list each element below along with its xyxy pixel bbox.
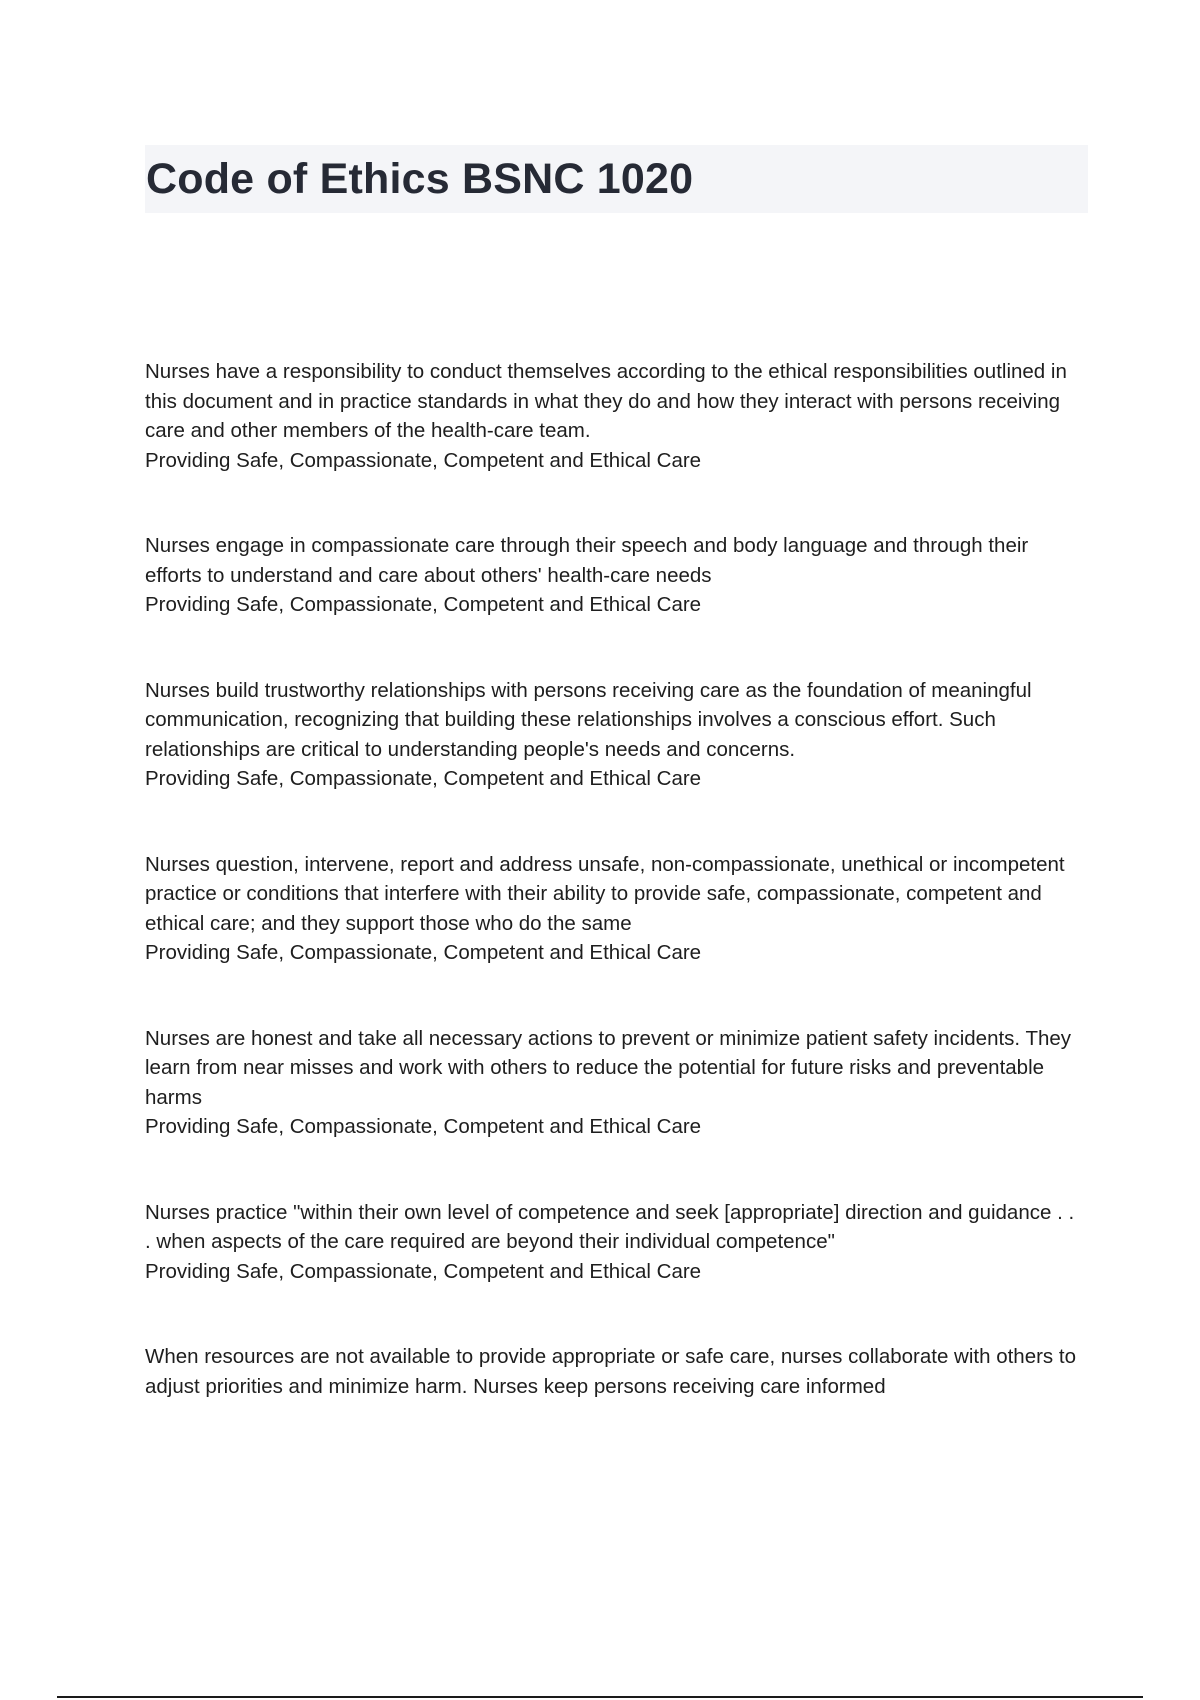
entry-text: Nurses practice "within their own level of competence and seek [appropriate] direction and guidance . . . when aspects of the care required are beyond their individual competence" (145, 1200, 1075, 1253)
entry (145, 1024, 1085, 1142)
entry-text: Nurses question, intervene, report and address unsafe, non-compassionate, unethical or incompetent practice or conditions that interfere with their ability to provide safe, compassionate, competent and ethical care; and they support those who do the same (145, 852, 1065, 935)
entry (145, 850, 1085, 968)
entry-category: Providing Safe, Compassionate, Competent and Ethical Care (145, 593, 702, 616)
footer-divider (57, 1696, 1143, 1698)
entry-text: Nurses engage in compassionate care through their speech and body language and through their efforts to understand and care about others' health-care needs (145, 534, 1029, 587)
entry-category: Providing Safe, Compassionate, Competent and Ethical Care (145, 448, 702, 472)
entry-category: Providing Safe, Compassionate, Competent and Ethical Care (145, 1115, 702, 1138)
entry (145, 531, 1085, 620)
entry-text: Nurses have a responsibility to conduct themselves according to the ethical responsibilities outlined in this document and in practice standards in what they do and how they interact with persons receiving care and other members of the health-care team. (145, 360, 1067, 442)
entry-category: Providing Safe, Compassionate, Competent and Ethical Care (145, 941, 702, 964)
entry-text: Nurses are honest and take all necessary actions to prevent or minimize patient safety incidents. They learn from near misses and work with others to reduce the potential for future risks and preventable harms (145, 1026, 1072, 1109)
entry-category: Providing Safe, Compassionate, Competent and Ethical Care (145, 767, 702, 790)
entry-list (145, 357, 1085, 1457)
entry-category: Providing Safe, Compassionate, Competent and Ethical Care (145, 1259, 702, 1283)
entry (145, 676, 1085, 794)
entry (145, 1198, 1085, 1287)
title-bar (145, 145, 1088, 213)
entry-text: Nurses build trustworthy relationships with persons receiving care as the foundation of meaningful communication, recognizing that building these relationships involves a conscious effort. Such relationships are critical to understanding people's needs and concerns. (145, 678, 1032, 761)
entry (145, 1342, 1085, 1401)
entry (145, 357, 1085, 475)
page-title: Code of Ethics BSNC 1020 (146, 154, 694, 203)
entry-text: When resources are not available to provide appropriate or safe care, nurses collaborate with others to adjust priorities and minimize harm. Nurses keep persons receiving care informed (145, 1345, 1076, 1398)
